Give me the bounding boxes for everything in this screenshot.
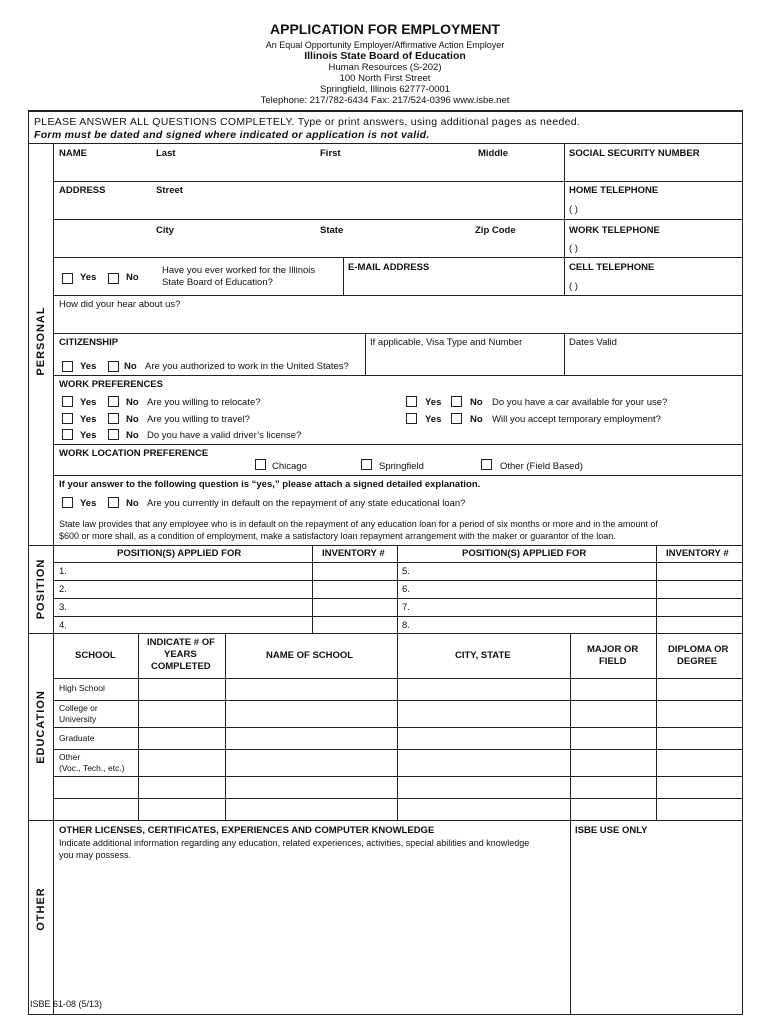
inventory-header-right: INVENTORY # — [666, 548, 729, 559]
authorized-yes-label: Yes — [80, 361, 97, 372]
car-no-label: No — [470, 397, 483, 408]
work-tel-field[interactable]: ( ) — [569, 243, 578, 254]
section-divider — [53, 143, 54, 1014]
location-pref-label: WORK LOCATION PREFERENCE — [59, 448, 209, 459]
other-field-checkbox[interactable] — [481, 459, 492, 470]
position-row-5[interactable]: 5. — [402, 566, 410, 577]
position-row-6[interactable]: 6. — [402, 584, 410, 595]
authorized-no-checkbox[interactable] — [108, 361, 119, 372]
position-row-3[interactable]: 3. — [59, 602, 67, 613]
name-field[interactable] — [56, 161, 561, 180]
top-rule — [28, 110, 743, 112]
dates-valid-label: Dates Valid — [569, 337, 617, 348]
license-yes-checkbox[interactable] — [62, 429, 73, 440]
position-row-8[interactable]: 8. — [402, 620, 410, 631]
default-no-label: No — [126, 498, 139, 509]
street-field[interactable] — [56, 198, 561, 218]
zip-label: Zip Code — [475, 225, 516, 236]
temp-no-label: No — [470, 414, 483, 425]
edu-years-header-1: INDICATE # OF — [147, 637, 215, 648]
default-no-checkbox[interactable] — [108, 497, 119, 508]
relocate-no-label: No — [126, 397, 139, 408]
authorized-no-label: No — [124, 361, 137, 372]
edu-diploma-header-2: DEGREE — [677, 656, 718, 667]
law-text-line2: $600 or more shall, as a condition of employment, make a satisfactory loan repayment arrangement with the maker or guarantor of the loan. — [59, 531, 616, 541]
hear-field[interactable] — [56, 313, 740, 331]
temp-question: Will you accept temporary employment? — [492, 414, 661, 425]
position-row-4[interactable]: 4. — [59, 620, 67, 631]
edu-years-header-3: COMPLETED — [151, 661, 211, 672]
position-row-1[interactable]: 1. — [59, 566, 67, 577]
edu-row-college-2: University — [59, 714, 97, 724]
org-dept: Human Resources (S-202) — [328, 62, 442, 73]
edu-row-other-1: Other — [59, 752, 81, 762]
relocate-yes-label: Yes — [80, 397, 97, 408]
other-field-label: Other (Field Based) — [500, 461, 583, 472]
dates-valid-field[interactable] — [567, 352, 740, 372]
bottom-rule — [28, 1014, 743, 1015]
work-tel-label: WORK TELEPHONE — [569, 225, 660, 236]
edu-major-header-1: MAJOR OR — [587, 644, 639, 655]
edu-name-header: NAME OF SCHOOL — [266, 650, 354, 661]
travel-no-label: No — [126, 414, 139, 425]
email-label: E-MAIL ADDRESS — [348, 262, 430, 273]
authorized-yes-checkbox[interactable] — [62, 361, 73, 372]
citizenship-label: CITIZENSHIP — [59, 337, 119, 348]
edu-years-header-2: YEARS — [164, 649, 197, 660]
car-yes-label: Yes — [425, 397, 442, 408]
default-question: Are you currently in default on the repayment of any state educational loan? — [147, 498, 466, 509]
section-personal: PERSONAL — [35, 306, 47, 376]
temp-yes-label: Yes — [425, 414, 442, 425]
org-contact: Telephone: 217/782-6434 Fax: 217/524-0396 www.isbe.net — [260, 95, 510, 106]
chicago-label: Chicago — [272, 461, 307, 472]
org-city: Springfield, Illinois 62777-0001 — [320, 84, 450, 95]
position-row-2[interactable]: 2. — [59, 584, 67, 595]
other-desc-line1: Indicate additional information regarding any education, related experiences, activities, special abilities and knowledge — [59, 838, 530, 848]
license-no-checkbox[interactable] — [108, 429, 119, 440]
work-prefs-label: WORK PREFERENCES — [59, 379, 163, 390]
position-row-7[interactable]: 7. — [402, 602, 410, 613]
car-question: Do you have a car available for your use? — [492, 397, 668, 408]
edu-row-graduate: Graduate — [59, 733, 95, 743]
worked-question-line1: Have you ever worked for the Illinois — [162, 265, 316, 276]
org-street: 100 North First Street — [339, 73, 431, 84]
street-label: Street — [156, 185, 183, 196]
relocate-no-checkbox[interactable] — [108, 396, 119, 407]
edu-row-other-2: (Voc., Tech., etc.) — [59, 763, 125, 773]
license-yes-label: Yes — [80, 430, 97, 441]
city-state-zip-field[interactable] — [56, 238, 561, 255]
visa-label: If applicable, Visa Type and Number — [370, 337, 523, 348]
worked-question-line2: State Board of Education? — [162, 277, 273, 288]
home-tel-field[interactable]: ( ) — [569, 204, 578, 215]
cell-tel-label: CELL TELEPHONE — [569, 262, 655, 273]
instructions-line1: PLEASE ANSWER ALL QUESTIONS COMPLETELY. Type or print answers, using additional pages as needed. — [34, 116, 581, 128]
travel-question: Are you willing to travel? — [147, 414, 250, 425]
instructions-line2: Form must be dated and signed where indicated or application is not valid. — [34, 129, 430, 141]
edu-major-header-2: FIELD — [599, 656, 627, 667]
visa-field[interactable] — [368, 352, 561, 372]
other-title: OTHER LICENSES, CERTIFICATES, EXPERIENCES AND COMPUTER KNOWLEDGE — [59, 825, 435, 836]
section-education: EDUCATION — [35, 690, 47, 764]
inventory-header-left: INVENTORY # — [322, 548, 385, 559]
license-no-label: No — [126, 430, 139, 441]
temp-no-checkbox[interactable] — [451, 413, 462, 424]
hear-label: How did your hear about us? — [59, 299, 181, 310]
city-label: City — [156, 225, 174, 236]
eeo-subtitle: An Equal Opportunity Employer/Affirmative Action Employer — [265, 40, 505, 50]
address-label: ADDRESS — [59, 185, 106, 196]
relocate-question: Are you willing to relocate? — [147, 397, 261, 408]
state-label: State — [320, 225, 344, 236]
travel-no-checkbox[interactable] — [108, 413, 119, 424]
positions-header-left: POSITION(S) APPLIED FOR — [117, 548, 242, 559]
springfield-checkbox[interactable] — [361, 459, 372, 470]
temp-yes-checkbox[interactable] — [406, 413, 417, 424]
springfield-label: Springfield — [379, 461, 424, 472]
email-field[interactable] — [346, 276, 562, 293]
chicago-checkbox[interactable] — [255, 459, 266, 470]
ssn-field[interactable] — [566, 161, 740, 180]
other-desc-line2: you may possess. — [59, 850, 132, 860]
travel-yes-label: Yes — [80, 414, 97, 425]
home-tel-label: HOME TELEPHONE — [569, 185, 659, 196]
law-text-line1: State law provides that any employee who is in default on the repayment of any education loan for a period of six months or more and in the amount of — [59, 519, 658, 529]
default-note: If your answer to the following question is “yes,” please attach a signed detailed explanation. — [59, 479, 481, 490]
name-label: NAME — [59, 148, 87, 159]
isbe-use-only: ISBE USE ONLY — [575, 825, 648, 836]
default-yes-checkbox[interactable] — [62, 497, 73, 508]
last-label: Last — [156, 148, 176, 159]
worked-yes-label: Yes — [80, 272, 97, 283]
relocate-yes-checkbox[interactable] — [62, 396, 73, 407]
car-no-checkbox[interactable] — [451, 396, 462, 407]
left-border — [28, 110, 29, 1015]
edu-row-high-school: High School — [59, 683, 105, 693]
license-question: Do you have a valid driver’s license? — [147, 430, 302, 441]
cell-tel-field[interactable]: ( ) — [569, 281, 578, 292]
form-title: APPLICATION FOR EMPLOYMENT — [270, 21, 500, 37]
section-other: OTHER — [35, 887, 47, 931]
edu-row-college-1: College or — [59, 703, 98, 713]
worked-yes-checkbox[interactable] — [62, 273, 73, 284]
other-text-area[interactable] — [56, 864, 567, 1011]
worked-no-label: No — [126, 272, 139, 283]
edu-diploma-header-1: DIPLOMA OR — [668, 644, 729, 655]
form-id: ISBE 61-08 (5/13) — [30, 999, 103, 1009]
default-yes-label: Yes — [80, 498, 97, 509]
authorized-question: Are you authorized to work in the United States? — [145, 361, 349, 372]
org-name: Illinois State Board of Education — [304, 50, 466, 62]
section-position: POSITION — [35, 558, 47, 620]
edu-school-header: SCHOOL — [75, 650, 116, 661]
positions-header-right: POSITION(S) APPLIED FOR — [462, 548, 587, 559]
car-yes-checkbox[interactable] — [406, 396, 417, 407]
worked-no-checkbox[interactable] — [108, 273, 119, 284]
ssn-label: SOCIAL SECURITY NUMBER — [569, 148, 700, 159]
middle-label: Middle — [478, 148, 509, 159]
first-label: First — [320, 148, 341, 159]
edu-city-header: CITY, STATE — [455, 650, 511, 661]
travel-yes-checkbox[interactable] — [62, 413, 73, 424]
